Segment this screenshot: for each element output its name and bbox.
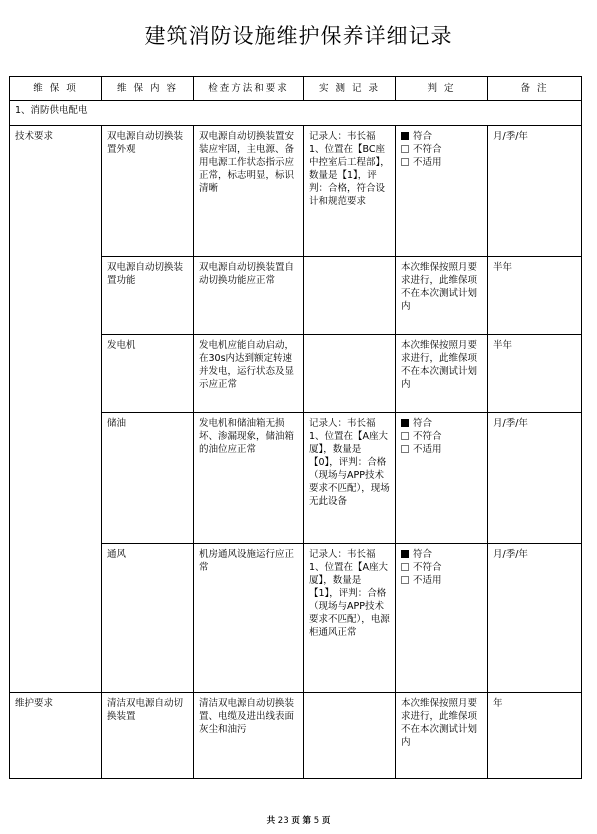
document-title: 建筑消防设施维护保养详细记录 bbox=[144, 24, 453, 48]
checkbox-empty-icon bbox=[401, 445, 409, 453]
row-method: 清洁双电源自动切换装置、电缆及进出线表面灰尘和油污 bbox=[194, 693, 304, 779]
row-note: 月/季/年 bbox=[488, 126, 582, 257]
option-label: 不适用 bbox=[413, 157, 442, 168]
header-method: 检查方法和要求 bbox=[194, 77, 304, 101]
header-row bbox=[10, 77, 582, 101]
row-record: 记录人：韦长福1、位置在【BC座中控室后工程部】，数量是【1】，评判：合格，符合设计和规范要求 bbox=[304, 126, 396, 257]
footer-page: 5 bbox=[313, 816, 320, 826]
row-judge bbox=[396, 413, 488, 544]
row-judge: 本次维保按照月要求进行，此维保项不在本次测试计划内 bbox=[396, 257, 488, 335]
row-judge: 本次维保按照月要求进行，此维保项不在本次测试计划内 bbox=[396, 335, 488, 413]
table-row bbox=[10, 693, 582, 779]
checkbox-empty-icon bbox=[401, 145, 409, 153]
option-nonconform[interactable] bbox=[401, 430, 483, 443]
row-content: 通风 bbox=[102, 544, 194, 693]
header-judge: 判 定 bbox=[396, 77, 488, 101]
checkbox-empty-icon bbox=[401, 432, 409, 440]
footer-mid2: 第 bbox=[302, 816, 312, 826]
row-method: 发电机应能自动启动，在30s内达到额定转速并发电，运行状态及显示应正常 bbox=[194, 335, 304, 413]
group-technical: 技术要求 bbox=[10, 126, 102, 693]
option-conform[interactable] bbox=[401, 417, 483, 430]
footer-mid1: 页 bbox=[291, 816, 300, 826]
option-label: 符合 bbox=[413, 131, 433, 142]
footer-total: 23 bbox=[277, 816, 289, 826]
option-nonconform[interactable] bbox=[401, 143, 483, 156]
row-content: 发电机 bbox=[102, 335, 194, 413]
group-maintenance: 维护要求 bbox=[10, 693, 102, 779]
section-title: 1、消防供电配电 bbox=[10, 101, 582, 126]
row-method: 双电源自动切换装置自动切换功能应正常 bbox=[194, 257, 304, 335]
option-conform[interactable] bbox=[401, 548, 483, 561]
row-record bbox=[304, 257, 396, 335]
row-note: 半年 bbox=[488, 335, 582, 413]
checkbox-checked-icon bbox=[401, 132, 409, 140]
checkbox-empty-icon bbox=[401, 563, 409, 571]
checkbox-checked-icon bbox=[401, 419, 409, 427]
maintenance-record-table bbox=[9, 76, 582, 779]
option-label: 不适用 bbox=[413, 444, 442, 455]
option-label: 不符合 bbox=[413, 144, 442, 155]
option-not-applicable[interactable] bbox=[401, 574, 483, 587]
row-content: 双电源自动切换装置外观 bbox=[102, 126, 194, 257]
row-method: 双电源自动切换装置安装应牢固，主电源、备用电源工作状态指示应正常，标志明显，标识清晰 bbox=[194, 126, 304, 257]
option-not-applicable[interactable] bbox=[401, 443, 483, 456]
row-note: 半年 bbox=[488, 257, 582, 335]
option-conform[interactable] bbox=[401, 130, 483, 143]
checkbox-checked-icon bbox=[401, 550, 409, 558]
option-label: 符合 bbox=[413, 549, 433, 560]
checkbox-empty-icon bbox=[401, 158, 409, 166]
footer-post: 页 bbox=[321, 816, 331, 826]
row-content: 清洁双电源自动切换装置 bbox=[102, 693, 194, 779]
option-label: 符合 bbox=[413, 418, 433, 429]
row-record bbox=[304, 693, 396, 779]
row-record bbox=[304, 335, 396, 413]
row-record: 记录人：韦长福1、位置在【A座大厦】，数量是【1】，评判：合格（现场与APP技术要求不匹配），电源柜通风正常 bbox=[304, 544, 396, 693]
row-judge bbox=[396, 126, 488, 257]
row-method: 机房通风设施运行应正常 bbox=[194, 544, 304, 693]
table-row bbox=[10, 126, 582, 257]
option-label: 不适用 bbox=[413, 575, 442, 586]
header-record: 实 测 记 录 bbox=[304, 77, 396, 101]
option-nonconform[interactable] bbox=[401, 561, 483, 574]
header-note: 备 注 bbox=[488, 77, 582, 101]
header-content: 维 保 内 容 bbox=[102, 77, 194, 101]
row-note: 月/季/年 bbox=[488, 544, 582, 693]
header-item: 维 保 项 bbox=[10, 77, 102, 101]
row-record: 记录人：韦长福1、位置在【A座大厦】，数量是【0】，评判：合格（现场与APP技术要求不匹配），现场无此设备 bbox=[304, 413, 396, 544]
footer-pre: 共 bbox=[266, 816, 276, 826]
row-content: 储油 bbox=[102, 413, 194, 544]
option-label: 不符合 bbox=[413, 562, 442, 573]
row-note: 月/季/年 bbox=[488, 413, 582, 544]
row-judge: 本次维保按照月要求进行，此维保项不在本次测试计划内 bbox=[396, 693, 488, 779]
row-note: 年 bbox=[488, 693, 582, 779]
section-row bbox=[10, 101, 582, 126]
option-label: 不符合 bbox=[413, 431, 442, 442]
row-method: 发电机和储油箱无损坏、渗漏现象，储油箱的油位应正常 bbox=[194, 413, 304, 544]
checkbox-empty-icon bbox=[401, 576, 409, 584]
row-content: 双电源自动切换装置功能 bbox=[102, 257, 194, 335]
page-footer bbox=[0, 814, 597, 826]
option-not-applicable[interactable] bbox=[401, 156, 483, 169]
row-judge bbox=[396, 544, 488, 693]
